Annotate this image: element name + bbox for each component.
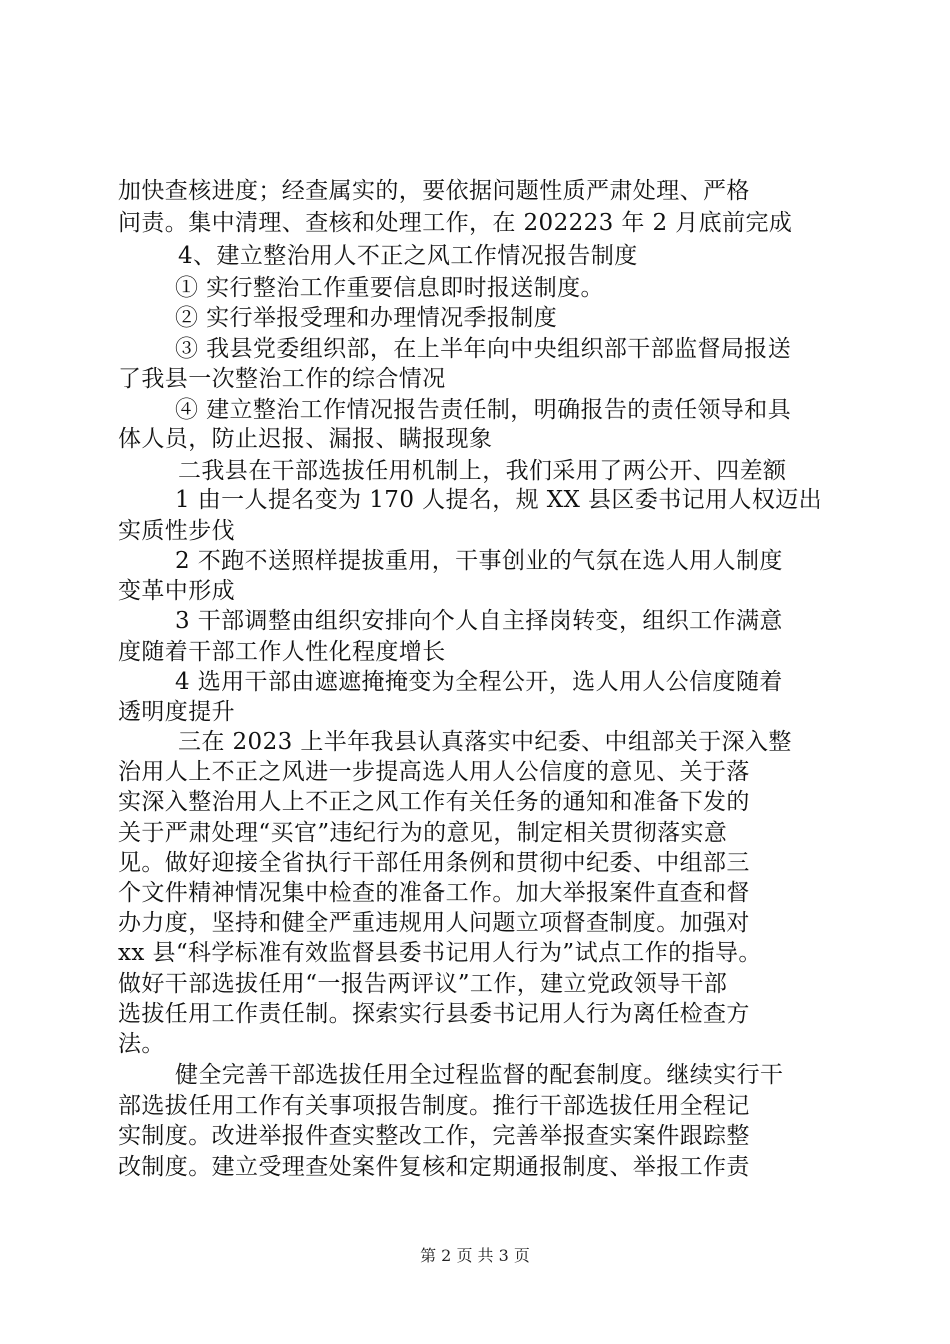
text-line: ① 实行整治工作重要信息即时报送制度。 (175, 275, 604, 301)
text-line: 实制度。改进举报件查实整改工作，完善举报查实案件跟踪整 (118, 1123, 750, 1149)
text-line: 办力度，坚持和健全严重违规用人问题立项督查制度。加强对 (118, 910, 750, 936)
text-line: 加快查核进度；经查属实的，要依据问题性质严肃处理、严格 (118, 178, 750, 204)
text-line: 度随着干部工作人性化程度增长 (118, 639, 446, 665)
text-line: 2 不跑不送照样提拔重用，干事创业的气氛在选人用人制度 (175, 548, 783, 574)
text-line: 关于严肃处理“买官”违纪行为的意见，制定相关贯彻落实意 (118, 820, 728, 846)
text-line: 1 由一人提名变为 170 人提名，规 XX 县区委书记用人权迈出 (175, 487, 823, 513)
text-line: 实深入整治用人上不正之风工作有关任务的通知和准备下发的 (118, 789, 750, 815)
text-line: ④ 建立整治工作情况报告责任制，明确报告的责任领导和具 (175, 397, 792, 423)
text-line: 问责。集中清理、查核和处理工作，在 202223 年 2 月底前完成 (118, 210, 793, 236)
text-line: 选拔任用工作责任制。探索实行县委书记用人行为离任检查方 (118, 1001, 750, 1027)
text-line: 改制度。建立受理查处案件复核和定期通报制度、举报工作责 (118, 1154, 750, 1180)
text-line: xx 县“科学标准有效监督县委书记用人行为”试点工作的指导。 (118, 940, 762, 966)
text-line: 透明度提升 (118, 699, 235, 725)
text-line: 见。做好迎接全省执行干部任用条例和贯彻中纪委、中组部三 (118, 850, 750, 876)
text-line: ② 实行举报受理和办理情况季报制度 (175, 305, 558, 331)
text-line: 三在 2023 上半年我县认真落实中纪委、中组部关于深入整 (178, 729, 792, 755)
text-line: 治用人上不正之风进一步提高选人用人公信度的意见、关于落 (118, 759, 750, 785)
text-line: 4 选用干部由遮遮掩掩变为全程公开，选人用人公信度随着 (175, 669, 783, 695)
text-line: ③ 我县党委组织部，在上半年向中央组织部干部监督局报送 (175, 336, 792, 362)
text-line: 体人员，防止迟报、漏报、瞒报现象 (118, 426, 493, 452)
text-line: 3 干部调整由组织安排向个人自主择岗转变，组织工作满意 (175, 608, 783, 634)
text-line: 部选拔任用工作有关事项报告制度。推行干部选拔任用全程记 (118, 1093, 750, 1119)
text-line: 法。 (118, 1031, 165, 1057)
text-line: 了我县一次整治工作的综合情况 (118, 366, 446, 392)
text-line: 实质性步伐 (118, 518, 235, 544)
text-line: 个文件精神情况集中检查的准备工作。加大举报案件直查和督 (118, 880, 750, 906)
text-line: 健全完善干部选拔任用全过程监督的配套制度。继续实行干 (175, 1062, 784, 1088)
text-line: 4、建立整治用人不正之风工作情况报告制度 (178, 243, 638, 269)
text-line: 变革中形成 (118, 578, 235, 604)
text-line: 二我县在干部选拔任用机制上，我们采用了两公开、四差额 (178, 458, 787, 484)
text-line: 做好干部选拔任用“一报告两评议”工作，建立党政领导干部 (118, 971, 728, 997)
page-number-footer: 第 2 页 共 3 页 (420, 1246, 530, 1265)
